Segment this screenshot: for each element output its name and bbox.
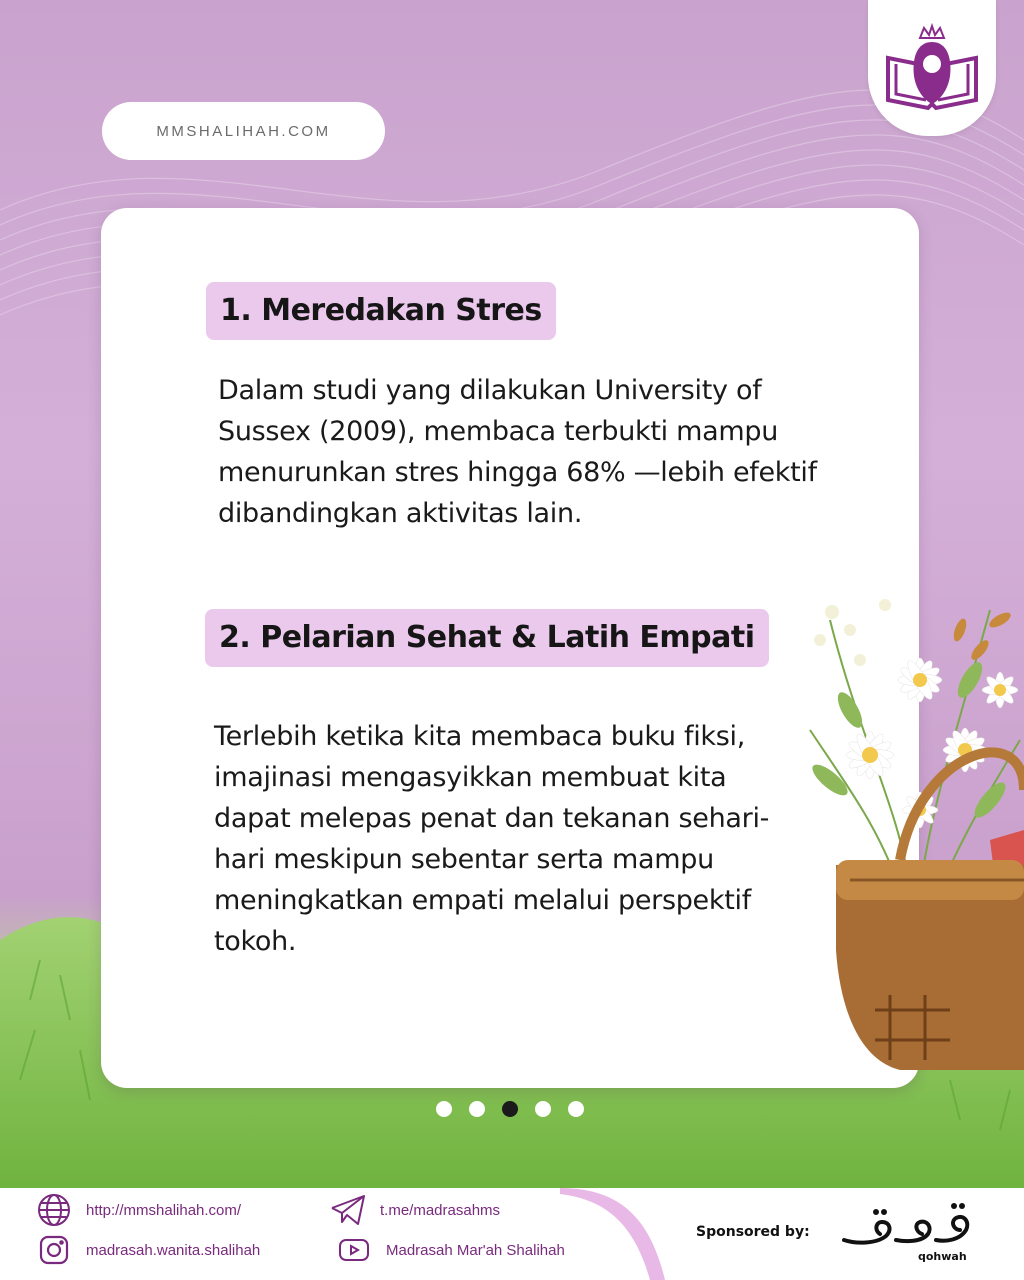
instagram-handle[interactable]: madrasah.wanita.shalihah <box>86 1241 261 1259</box>
sponsor-logo <box>836 1200 976 1272</box>
youtube-channel[interactable]: Madrasah Mar'ah Shalihah <box>386 1241 565 1259</box>
footer-instagram[interactable] <box>36 1232 260 1268</box>
site-label: MMSHALIHAH.COM <box>156 122 331 140</box>
section-body: Dalam studi yang dilakukan University of Sussex (2009), membaca terbukti mampu menurunkan stres hingga 68% —lebih efektif dibandingkan aktivitas lain. <box>218 375 817 529</box>
pagination-dot[interactable] <box>535 1101 551 1117</box>
pagination-dot[interactable] <box>568 1101 584 1117</box>
sponsor-name: qohwah <box>918 1250 967 1263</box>
pagination-dot[interactable] <box>436 1101 452 1117</box>
footer-website[interactable] <box>36 1192 241 1228</box>
footer-telegram[interactable] <box>330 1192 500 1228</box>
section-heading: 2. Pelarian Sehat & Latih Empati <box>205 609 769 667</box>
website-link[interactable]: http://mmshalihah.com/ <box>86 1201 242 1219</box>
site-label-pill <box>102 102 385 160</box>
sponsor-label: Sponsored by: <box>696 1224 810 1240</box>
instagram-icon <box>36 1232 72 1268</box>
telegram-link[interactable]: t.me/madrasahms <box>380 1201 501 1219</box>
footer-youtube[interactable] <box>336 1232 565 1268</box>
footer <box>0 1188 1024 1280</box>
brand-logo-badge <box>868 0 996 136</box>
section-body: Terlebih ketika kita membaca buku fiksi, imajinasi mengasyikkan membuat kita dapat melepas penat dan tekanan sehari-hari meskipun sebentar serta mampu meningkatkan empati melalui perspektif tokoh. <box>214 721 770 957</box>
youtube-icon <box>336 1232 372 1268</box>
telegram-icon <box>330 1192 366 1228</box>
pagination-dot[interactable] <box>469 1101 485 1117</box>
carousel-pagination <box>436 1101 584 1117</box>
globe-icon <box>36 1192 72 1228</box>
flower-basket-illustration <box>790 590 1024 1100</box>
qohwah-calligraphy-icon <box>836 1200 976 1256</box>
pagination-dot-active[interactable] <box>502 1101 518 1117</box>
section-heading: 1. Meredakan Stres <box>206 282 556 340</box>
crowned-book-logo-icon <box>880 20 984 116</box>
